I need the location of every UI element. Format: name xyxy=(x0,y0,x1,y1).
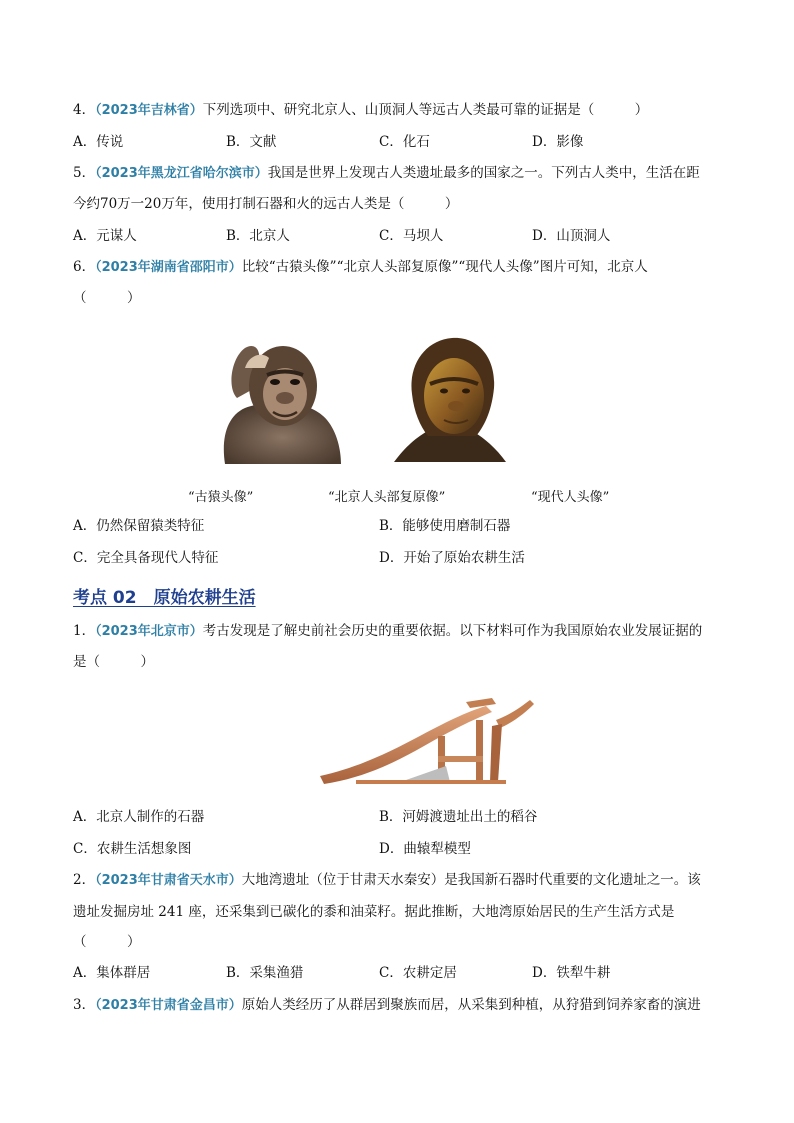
question-source: （2023年黑龙江省哈尔滨市） xyxy=(95,166,268,181)
question-number: 1． xyxy=(73,623,96,639)
question-source: （2023年吉林省） xyxy=(95,103,203,118)
question-6 xyxy=(73,258,648,277)
question-text: 我国是世界上发现古人类遗址最多的国家之一。下列古人类中，生活在距 xyxy=(267,165,700,181)
question-6-continued: （ ） xyxy=(73,290,141,306)
question-number: 3． xyxy=(73,997,96,1013)
option-c: C．农耕生活想象图 xyxy=(73,841,192,857)
ape-head-image xyxy=(215,328,345,464)
option-c: C．农耕定居 xyxy=(379,965,457,981)
option-b: B．河姆渡遗址出土的稻谷 xyxy=(379,809,538,825)
caption-ape-head: “古猿头像” xyxy=(188,490,254,505)
question-source: （2023年甘肃省金昌市） xyxy=(95,998,242,1013)
option-b: B．能够使用磨制石器 xyxy=(379,518,511,534)
option-d: D．铁犁牛耕 xyxy=(532,965,611,981)
option-b: B．文献 xyxy=(226,134,277,150)
question-text: 比较“古猿头像”“北京人头部复原像”“现代人头像”图片可知，北京人 xyxy=(241,259,648,275)
option-a: A．集体群居 xyxy=(73,965,151,981)
option-a: A．仍然保留猿类特征 xyxy=(73,518,205,534)
question-4 xyxy=(73,101,648,120)
question-5-continued: 今约70万一20万年，使用打制石器和火的远古人类是（ ） xyxy=(73,196,459,212)
question-number: 6． xyxy=(73,259,96,275)
question-source: （2023年甘肃省天水市） xyxy=(95,873,242,888)
peking-man-bust-image xyxy=(392,334,508,466)
question-number: 5． xyxy=(73,165,96,181)
question-text: 原始人类经历了从群居到聚族而居，从采集到种植，从狩猎到饲养家畜的演进 xyxy=(241,997,701,1013)
section-heading: 考点 02 原始农耕生活 xyxy=(73,588,256,608)
question-number: 2． xyxy=(73,872,96,888)
option-c: C．化石 xyxy=(379,134,430,150)
option-d: D．曲辕犁模型 xyxy=(379,841,471,857)
section2-question-2 xyxy=(73,871,701,890)
question-number: 4． xyxy=(73,102,96,118)
question-text: 考古发现是了解史前社会历史的重要依据。以下材料可作为我国原始农业发展证据的 xyxy=(202,623,703,639)
option-d: D．影像 xyxy=(532,134,584,150)
option-a: A．传说 xyxy=(73,134,124,150)
curved-plow-model-image xyxy=(316,696,538,788)
question-source: （2023年北京市） xyxy=(95,624,203,639)
option-c: C．完全具备现代人特征 xyxy=(73,550,219,566)
option-a: A．元谋人 xyxy=(73,228,137,244)
caption-modern-human: “现代人头像” xyxy=(531,490,610,505)
option-d: D．开始了原始农耕生活 xyxy=(379,550,525,566)
section2-question-3 xyxy=(73,996,701,1015)
option-d: D．山顶洞人 xyxy=(532,228,611,244)
section2-question-1 xyxy=(73,622,702,641)
section2-question-2-continued: 遗址发掘房址 241 座，还采集到已碳化的黍和油菜籽。据此推断，大地湾原始居民的生产生活方式是 xyxy=(73,904,675,920)
question-text: 下列选项中、研究北京人、山顶洞人等远古人类最可靠的证据是（ ） xyxy=(202,102,649,118)
option-a: A．北京人制作的石器 xyxy=(73,809,205,825)
question-text: 大地湾遗址（位于甘肃天水秦安）是我国新石器时代重要的文化遗址之一。该 xyxy=(241,872,701,888)
section2-question-2-bracket: （ ） xyxy=(73,934,141,950)
option-b: B．北京人 xyxy=(226,228,290,244)
option-c: C．马坝人 xyxy=(379,228,444,244)
section2-question-1-continued: 是（ ） xyxy=(73,654,154,670)
option-b: B．采集渔猎 xyxy=(226,965,304,981)
caption-peking-man: “北京人头部复原像” xyxy=(328,490,446,505)
question-source: （2023年湖南省邵阳市） xyxy=(95,260,242,275)
question-5 xyxy=(73,164,700,183)
